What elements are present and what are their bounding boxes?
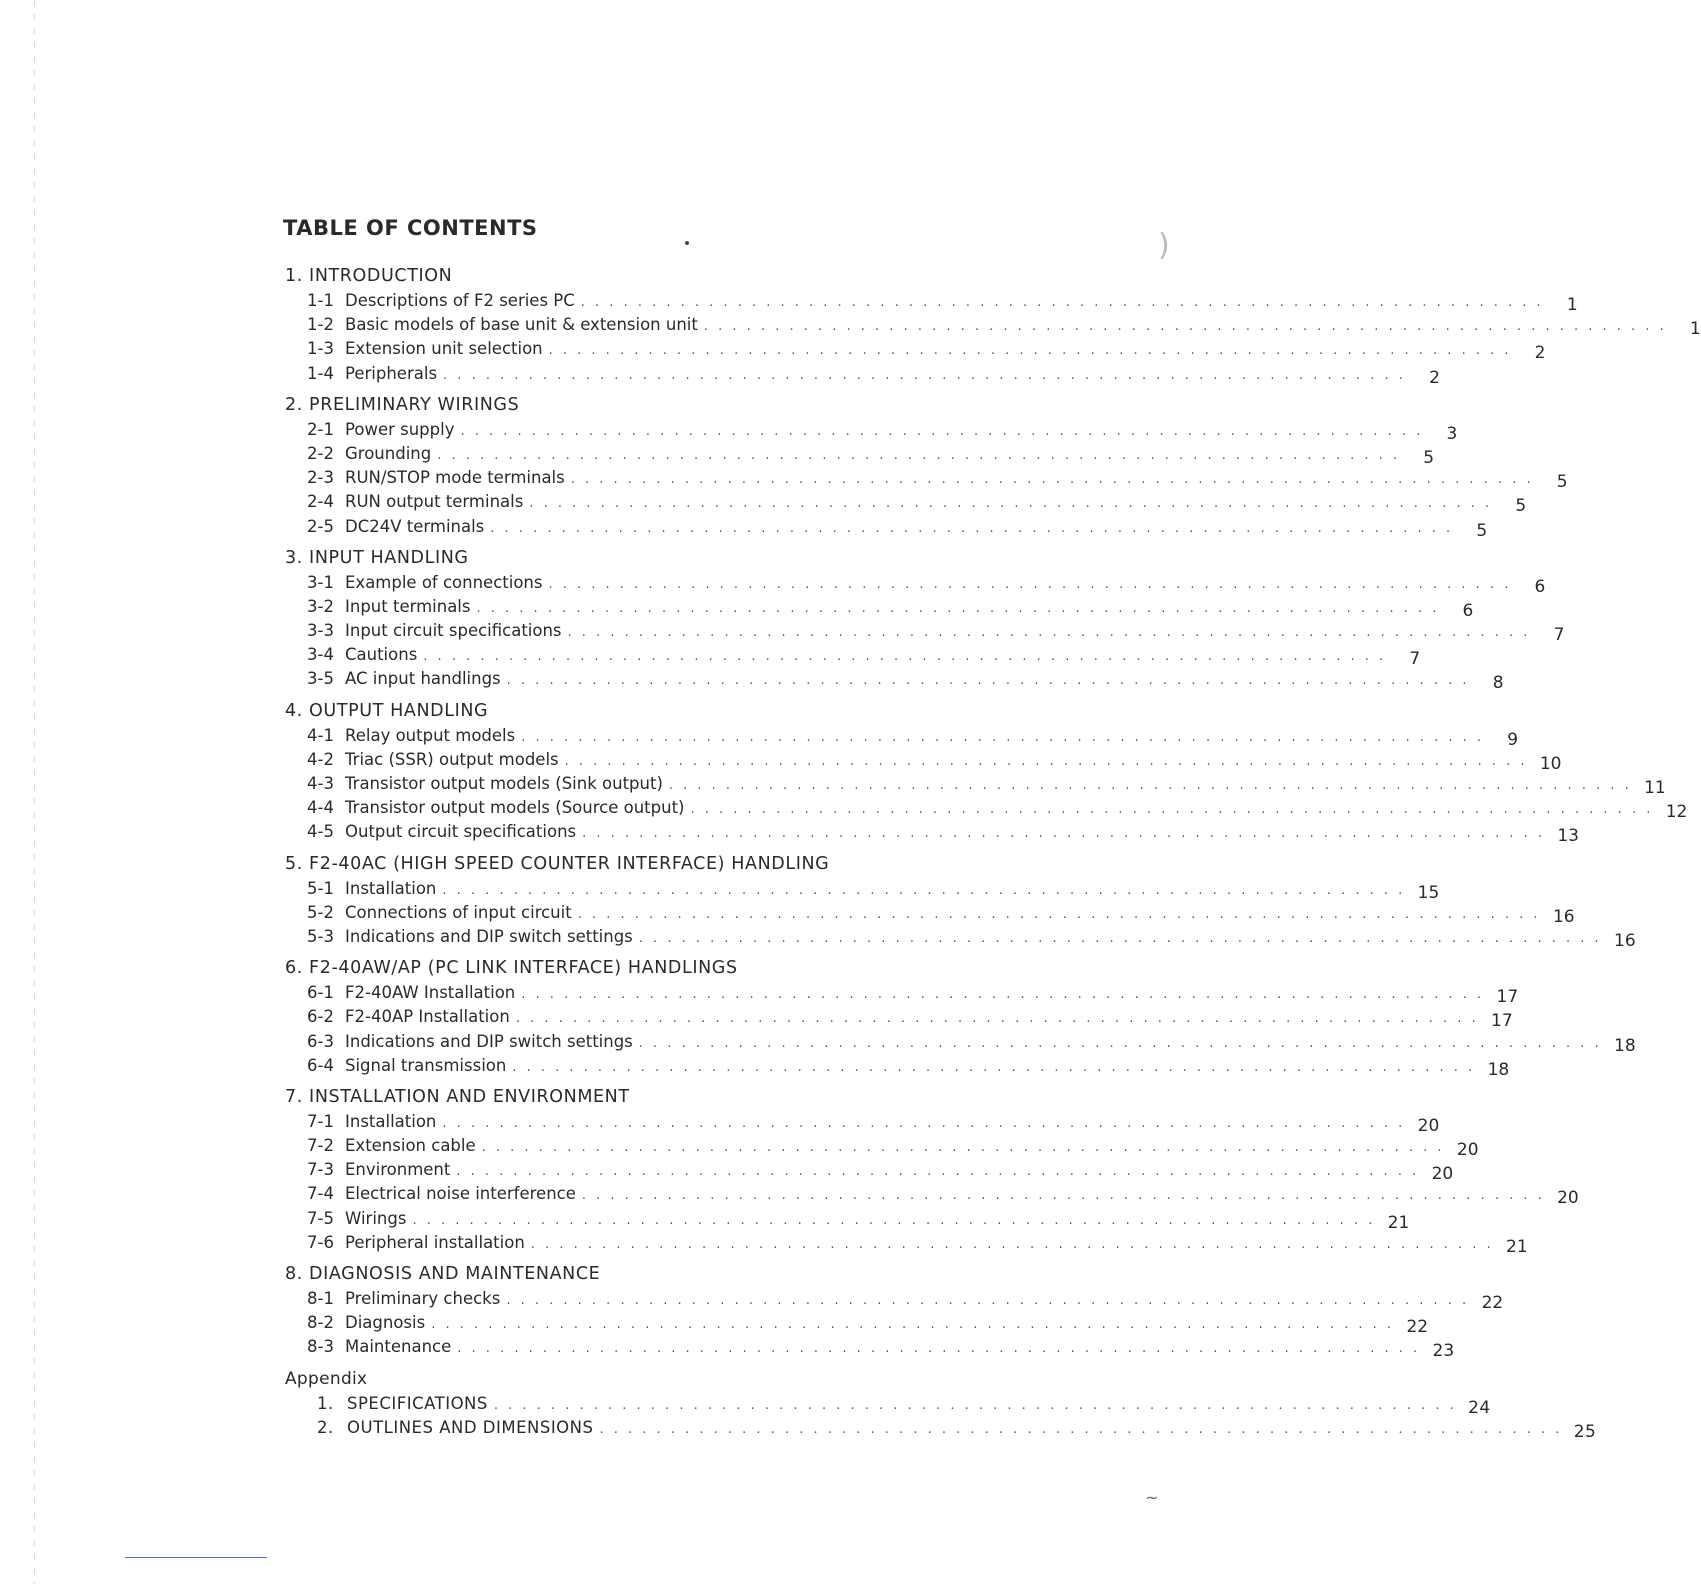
section-heading: 5. F2-40AC (HIGH SPEED COUNTER INTERFACE) HANDLING [285,853,830,874]
entry-number: 7-5 [307,1208,334,1228]
entry-title: Input circuit specifications [345,621,562,641]
entry-title: Wirings [345,1208,407,1228]
section-heading: 7. INSTALLATION AND ENVIRONMENT [285,1086,630,1107]
page-number: 21 [1387,1212,1410,1233]
entry-title: Indications and DIP switch settings [345,1031,633,1051]
toc-entry [285,1030,1636,1056]
entry-title: Signal transmission [345,1055,507,1075]
section-heading: 6. F2-40AW/AP (PC LINK INTERFACE) HANDLINGS [285,958,738,979]
dot-leader: . . . . . . . . . . . . . . . . . . . . . . . . . . . . . . . . . . . . . . . . . . . . . . . . . . . . . . . . . . . . . . . . . . . . [412,1212,1376,1228]
toc-entry [285,820,1579,847]
entry-number: 6-1 [307,983,334,1003]
toc-entry [285,619,1565,646]
toc-section [285,393,1568,541]
dot-leader: . . . . . . . . . . . . . . . . . . . . . . . . . . . . . . . . . . . . . . . . . . . . . . . . . . . . . . . . . . . . . . . . . . . . [582,826,1545,842]
page-number: 20 [1431,1164,1454,1185]
page-number: 21 [1506,1236,1528,1257]
appendix-entries [285,1392,1597,1442]
dot-leader: . . . . . . . . . . . . . . . . . . . . . . . . . . . . . . . . . . . . . . . . . . . . . . . . . . . . . . . . . . . . . . . . . . . . [638,930,1602,946]
entry-number: 4-2 [307,749,334,769]
dot-leader: . . . . . . . . . . . . . . . . . . . . . . . . . . . . . . . . . . . . . . . . . . . . . . . . . . . . . . . . . . . . . . . . . . . . [457,1341,1421,1357]
dot-leader: . . . . . . . . . . . . . . . . . . . . . . . . . . . . . . . . . . . . . . . . . . . . . . . . . . . . . . . . . . . . . . . . . . . . [521,729,1485,745]
page-number: 13 [1557,826,1579,847]
page-number: 20 [1417,1115,1440,1136]
toc-entry [285,1054,1510,1080]
dot-leader: . . . . . . . . . . . . . . . . . . . . . . . . . . . . . . . . . . . . . . . . . . . . . . . . . . . . . . . . . . . . . . . . . . . . [521,987,1485,1003]
page-title: TABLE OF CONTENTS [283,216,538,240]
toc-sections [285,264,1701,1362]
toc-entry [285,1207,1410,1233]
entry-number: 2. [317,1417,334,1437]
page-number: 6 [1462,600,1474,621]
dot-leader: . . . . . . . . . . . . . . . . . . . . . . . . . . . . . . . . . . . . . . . . . . . . . . . . . . . . . . . . . . . . . . . . . . . . [515,1011,1479,1027]
page-number: 12 [1665,802,1688,823]
dot-leader: . . . . . . . . . . . . . . . . . . . . . . . . . . . . . . . . . . . . . . . . . . . . . . . . . . . . . . . . . . . . . . . . . . . . [580,295,1544,310]
page-number: 11 [1644,778,1666,798]
toc-entry [285,515,1488,541]
toc-entry [285,901,1575,927]
entry-number: 1-3 [307,339,334,359]
page-number: 6 [1534,576,1546,597]
dot-leader: . . . . . . . . . . . . . . . . . . . . . . . . . . . . . . . . . . . . . . . . . . . . . . . . . . . . . . . . . . . . . . . . . . . . [437,447,1401,463]
entry-title: Transistor output models (Source output) [345,798,685,818]
entry-number: 5-3 [307,926,334,946]
entry-number: 8-3 [307,1337,334,1357]
dot-leader: . . . . . . . . . . . . . . . . . . . . . . . . . . . . . . . . . . . . . . . . . . . . . . . . . . . . . . . . . . . . . . . . . . . . [442,1115,1406,1131]
entry-number: 1. [317,1393,334,1413]
toc-section [285,956,1636,1080]
page-number: 8 [1492,673,1504,694]
section-heading: 1. INTRODUCTION [285,266,453,286]
page-number: 25 [1573,1421,1597,1442]
entry-title: Installation [345,878,437,898]
scan-speck [685,241,689,245]
entry-number: 7-1 [307,1111,334,1131]
dot-leader: . . . . . . . . . . . . . . . . . . . . . . . . . . . . . . . . . . . . . . . . . . . . . . . . . . . . . . . . . . . . . . . . . . . . [493,1397,1457,1413]
dot-leader: . . . . . . . . . . . . . . . . . . . . . . . . . . . . . . . . . . . . . . . . . . . . . . . . . . . . . . . . . . . . . . . . . . . . [512,1059,1476,1075]
toc-section [285,264,1701,388]
page-number: 17 [1496,987,1519,1008]
dot-leader: . . . . . . . . . . . . . . . . . . . . . . . . . . . . . . . . . . . . . . . . . . . . . . . . . . . . . . . . . . . . . . . . . . . . [442,882,1406,898]
page-number: 18 [1487,1059,1510,1080]
entry-title: Example of connections [345,572,543,592]
entry-title: Extension unit selection [345,339,543,359]
entry-title: Installation [345,1111,437,1131]
entry-title: Grounding [345,443,432,463]
entry-number: 3-5 [307,669,334,689]
toc-entry [285,925,1636,951]
section-heading: 2. PRELIMINARY WIRINGS [285,394,520,415]
toc-entry [285,1231,1528,1257]
entry-title: Relay output models [345,725,516,745]
entry-number: 3-2 [307,596,334,616]
entry-number: 5-1 [307,878,334,898]
entry-number: 4-5 [307,822,334,842]
dot-leader: . . . . . . . . . . . . . . . . . . . . . . . . . . . . . . . . . . . . . . . . . . . . . . . . . . . . . . . . . . . . . . . . . . . . [564,753,1528,769]
page-number: 24 [1468,1397,1491,1418]
dot-leader: . . . . . . . . . . . . . . . . . . . . . . . . . . . . . . . . . . . . . . . . . . . . . . . . . . . . . . . . . . . . . . . . . . . . [581,1188,1545,1204]
dot-leader: . . . . . . . . . . . . . . . . . . . . . . . . . . . . . . . . . . . . . . . . . . . . . . . . . . . . . . . . . . . . . . . . . . . . [490,520,1454,536]
toc-entry [285,1158,1454,1185]
entry-number: 7-4 [307,1184,334,1204]
entry-title: Cautions [345,645,418,665]
entry-title: F2-40AW Installation [345,983,516,1003]
entry-number: 3-4 [307,645,334,665]
footer-rule [125,1557,267,1558]
entry-number: 4-1 [307,725,334,745]
entry-title: AC input handlings [345,669,501,689]
entry-number: 7-2 [307,1136,334,1156]
entry-title: Power supply [345,419,455,439]
page-number: 5 [1476,520,1488,541]
entry-number: 4-3 [307,774,334,793]
entry-title: Transistor output models (Sink output) [345,774,663,793]
entry-number: 1-1 [307,291,334,310]
entry-title: F2-40AP Installation [345,1007,510,1027]
entry-number: 1-4 [307,363,334,383]
entry-number: 7-6 [307,1232,334,1252]
toc-entry [285,981,1519,1008]
entry-number: 3-3 [307,621,334,641]
page-number: 20 [1557,1188,1579,1209]
toc-entry [285,1134,1479,1161]
appendix-entry [285,1392,1491,1418]
entry-number: 1-2 [307,315,334,335]
dot-leader: . . . . . . . . . . . . . . . . . . . . . . . . . . . . . . . . . . . . . . . . . . . . . . . . . . . . . . . . . . . . . . . . . . . . [460,423,1424,439]
page-number: 16 [1552,906,1575,927]
toc-entry [285,571,1546,597]
toc-section [285,1085,1579,1257]
page-number: 22 [1481,1293,1504,1313]
entry-number: 2-2 [307,443,334,463]
entry-number: 2-3 [307,468,334,488]
entry-title: DC24V terminals [345,516,485,536]
toc-entry [285,667,1504,694]
page-number: 15 [1417,882,1440,903]
page-number: 17 [1491,1011,1513,1032]
toc-section [285,699,1688,847]
dot-leader: . . . . . . . . . . . . . . . . . . . . . . . . . . . . . . . . . . . . . . . . . . . . . . . . . . . . . . . . . . . . . . . . . . . . [690,802,1654,818]
page-number: 1 [1689,319,1701,340]
entry-title: Diagnosis [345,1313,426,1333]
toc-entry [285,748,1562,774]
entry-title: Basic models of base unit & extension unit [345,315,698,335]
page-number: 5 [1556,472,1568,493]
page-number: 2 [1534,343,1546,364]
page-number: 7 [1553,625,1565,646]
toc-section [285,1262,1504,1362]
dot-leader: . . . . . . . . . . . . . . . . . . . . . . . . . . . . . . . . . . . . . . . . . . . . . . . . . . . . . . . . . . . . . . . . . . . . [431,1317,1395,1333]
page-number: 5 [1515,496,1527,517]
entry-number: 2-4 [307,492,334,512]
dot-leader: . . . . . . . . . . . . . . . . . . . . . . . . . . . . . . . . . . . . . . . . . . . . . . . . . . . . . . . . . . . . . . . . . . . . [456,1164,1420,1180]
entry-number: 4-4 [307,798,334,818]
dot-leader: . . . . . . . . . . . . . . . . . . . . . . . . . . . . . . . . . . . . . . . . . . . . . . . . . . . . . . . . . . . . . . . . . . . . [548,343,1512,359]
entry-title: Maintenance [345,1337,452,1357]
dot-leader: . . . . . . . . . . . . . . . . . . . . . . . . . . . . . . . . . . . . . . . . . . . . . . . . . . . . . . . . . . . . . . . . . . . . [476,600,1440,616]
dot-leader: . . . . . . . . . . . . . . . . . . . . . . . . . . . . . . . . . . . . . . . . . . . . . . . . . . . . . . . . . . . . . . . . . . . . [506,673,1470,689]
entry-title: Output circuit specifications [345,822,577,842]
scan-tick-mark: ~ [1145,1488,1159,1507]
scan-edge-mark [34,0,35,1584]
toc-entry [285,1335,1455,1362]
page-number: 5 [1423,447,1435,468]
table-of-contents [285,264,1701,1442]
toc-entry [285,337,1546,364]
entry-title: Connections of input circuit [345,902,572,922]
entry-number: 6-4 [307,1055,334,1075]
page-number: 18 [1614,1035,1636,1056]
toc-entry [285,289,1578,315]
entry-number: 2-1 [307,419,334,439]
page-number: 22 [1406,1317,1429,1338]
entry-title: Descriptions of F2 series PC [345,291,575,310]
page-number: 20 [1456,1140,1479,1161]
entry-number: 8-1 [307,1289,334,1308]
toc-entry [285,1005,1513,1032]
toc-entry [285,724,1519,750]
page-number: 23 [1432,1341,1455,1362]
entry-number: 5-2 [307,902,334,922]
entry-title: RUN/STOP mode terminals [345,468,565,488]
entry-title: Extension cable [345,1136,476,1156]
page-number: 2 [1429,367,1440,388]
toc-entry [285,1110,1440,1136]
entry-title: Triac (SSR) output models [345,749,559,769]
toc-entry [285,466,1568,493]
entry-title: SPECIFICATIONS [347,1393,488,1413]
entry-title: Input terminals [345,596,471,616]
entry-title: Peripherals [345,363,438,383]
page-number: 3 [1446,423,1458,444]
toc-entry [285,796,1688,823]
dot-leader: . . . . . . . . . . . . . . . . . . . . . . . . . . . . . . . . . . . . . . . . . . . . . . . . . . . . . . . . . . . . . . . . . . . . [506,1293,1470,1308]
page-number: 7 [1409,649,1421,670]
toc-entry [285,418,1458,444]
entry-number: 3-1 [307,572,334,592]
toc-entry [285,643,1421,670]
page-number: 10 [1539,753,1562,774]
toc-section [285,546,1565,694]
appendix-entry [285,1416,1597,1442]
entry-title: Electrical noise interference [345,1184,576,1204]
entry-title: Preliminary checks [345,1289,501,1308]
toc-entry [285,490,1527,517]
entry-number: 2-5 [307,516,334,536]
appendix-heading: Appendix [285,1368,368,1389]
toc-entry [285,1287,1504,1313]
entry-number: 6-3 [307,1031,334,1051]
page-number: 9 [1507,729,1519,750]
entry-title: Peripheral installation [345,1232,525,1252]
toc-entry [285,772,1666,798]
toc-entry [285,1311,1429,1338]
entry-number: 6-2 [307,1007,334,1027]
dot-leader: . . . . . . . . . . . . . . . . . . . . . . . . . . . . . . . . . . . . . . . . . . . . . . . . . . . . . . . . . . . . . . . . . . . . [529,496,1493,512]
dot-leader: . . . . . . . . . . . . . . . . . . . . . . . . . . . . . . . . . . . . . . . . . . . . . . . . . . . . . . . . . . . . . . . . . . . . [530,1236,1494,1252]
entry-number: 8-2 [307,1313,334,1333]
toc-entry [285,442,1435,468]
toc-entry [285,877,1440,903]
dot-leader: . . . . . . . . . . . . . . . . . . . . . . . . . . . . . . . . . . . . . . . . . . . . . . . . . . . . . . . . . . . . . . . . . . . . [481,1140,1445,1156]
section-heading: 4. OUTPUT HANDLING [285,700,489,721]
dot-leader: . . . . . . . . . . . . . . . . . . . . . . . . . . . . . . . . . . . . . . . . . . . . . . . . . . . . . . . . . . . . . . . . . . . . [548,576,1512,592]
scan-bracket-mark: ) [1158,228,1170,263]
toc-entry [285,1182,1579,1209]
toc-entry [285,313,1701,340]
section-heading: 8. DIAGNOSIS AND MAINTENANCE [285,1264,601,1284]
entry-title: RUN output terminals [345,492,524,512]
toc-entry [285,595,1474,621]
dot-leader: . . . . . . . . . . . . . . . . . . . . . . . . . . . . . . . . . . . . . . . . . . . . . . . . . . . . . . . . . . . . . . . . . . . . [567,625,1531,641]
toc-entry [285,362,1440,388]
toc-appendix [285,1367,1597,1442]
entry-title: Indications and DIP switch settings [345,926,633,946]
dot-leader: . . . . . . . . . . . . . . . . . . . . . . . . . . . . . . . . . . . . . . . . . . . . . . . . . . . . . . . . . . . . . . . . . . . . [638,1035,1602,1051]
entry-title: OUTLINES AND DIMENSIONS [347,1417,594,1437]
entry-number: 7-3 [307,1160,334,1180]
toc-section [285,852,1636,951]
dot-leader: . . . . . . . . . . . . . . . . . . . . . . . . . . . . . . . . . . . . . . . . . . . . . . . . . . . . . . . . . . . . . . . . . . . . [570,472,1534,488]
section-heading: 3. INPUT HANDLING [285,547,469,568]
page-number: 1 [1566,295,1578,315]
dot-leader: . . . . . . . . . . . . . . . . . . . . . . . . . . . . . . . . . . . . . . . . . . . . . . . . . . . . . . . . . . . . . . . . . . . . [599,1421,1563,1437]
entry-title: Environment [345,1160,451,1180]
dot-leader: . . . . . . . . . . . . . . . . . . . . . . . . . . . . . . . . . . . . . . . . . . . . . . . . . . . . . . . . . . . . . . . . . . . . [423,649,1387,665]
page-number: 16 [1614,930,1636,951]
dot-leader: . . . . . . . . . . . . . . . . . . . . . . . . . . . . . . . . . . . . . . . . . . . . . . . . . . . . . . . . . . . . . . . . . . . . [577,906,1541,922]
dot-leader: . . . . . . . . . . . . . . . . . . . . . . . . . . . . . . . . . . . . . . . . . . . . . . . . . . . . . . . . . . . . . . . . . . . . [703,319,1667,335]
dot-leader: . . . . . . . . . . . . . . . . . . . . . . . . . . . . . . . . . . . . . . . . . . . . . . . . . . . . . . . . . . . . . . . . . . . . [668,778,1632,793]
dot-leader: . . . . . . . . . . . . . . . . . . . . . . . . . . . . . . . . . . . . . . . . . . . . . . . . . . . . . . . . . . . . . . . . . . . . [443,367,1406,383]
